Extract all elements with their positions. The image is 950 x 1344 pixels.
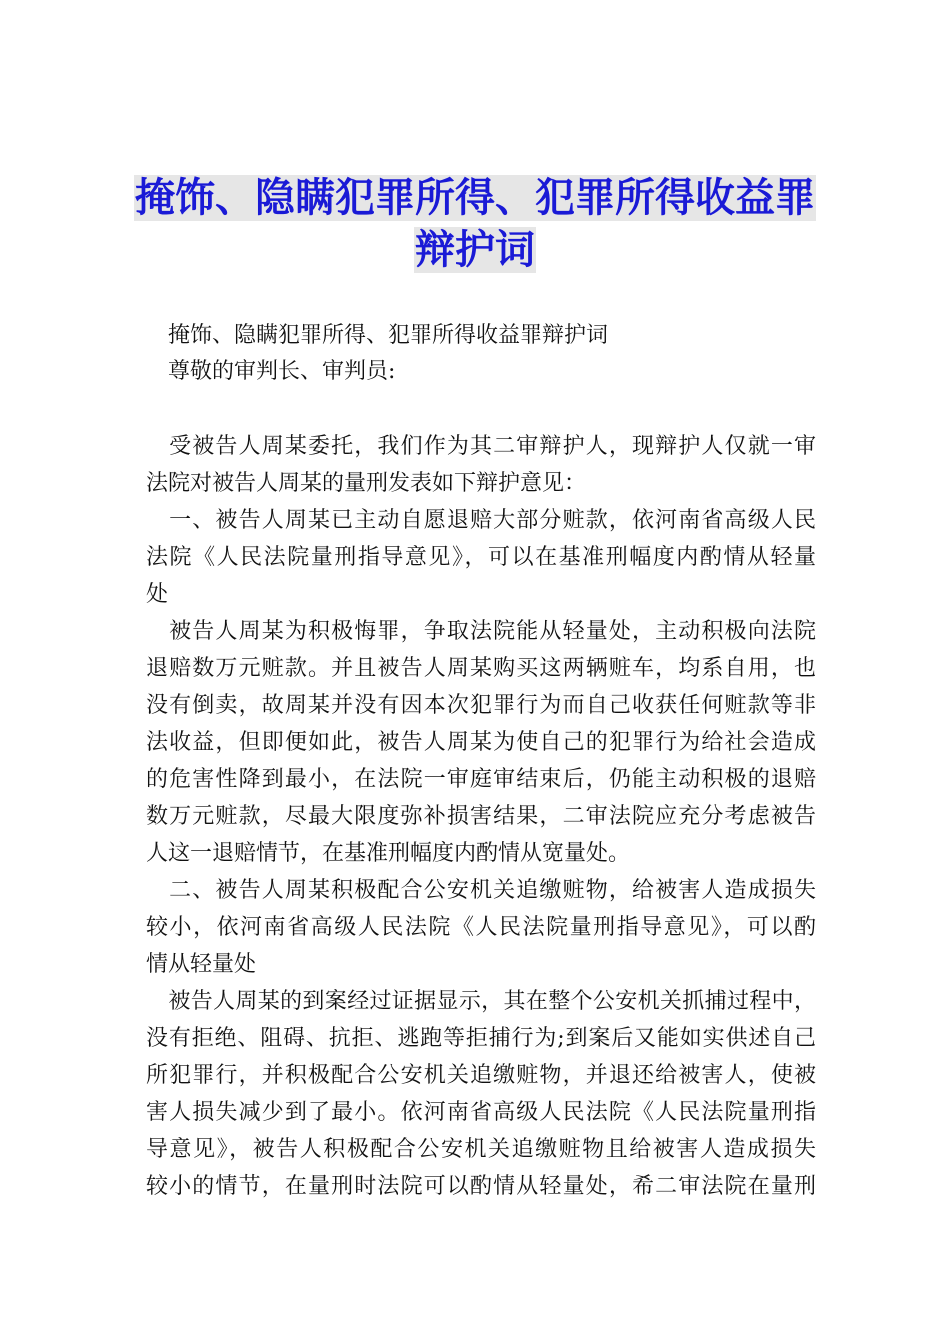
- body-line: 法院对被告人周某的量刑发表如下辩护意见：: [146, 471, 587, 496]
- body-line: 受被告人周某委托，我们作为其二审辩护人，现辩护人仅就一审: [146, 434, 816, 459]
- body-line: 退赔数万元赃款。并且被告人周某购买这两辆赃车，均系自用，也: [146, 656, 816, 681]
- body-line: 掩饰、隐瞒犯罪所得、犯罪所得收益罪辩护词: [146, 323, 609, 348]
- body-line: 较小，依河南省高级人民法院《人民法院量刑指导意见》，可以酌: [146, 915, 816, 940]
- body-line: 法收益，但即便如此，被告人周某为使自己的犯罪行为给社会造成: [146, 730, 816, 755]
- body-line: 没有拒绝、阻碍、抗拒、逃跑等拒捕行为;到案后又能如实供述自己: [146, 1026, 816, 1051]
- body-line: 二、被告人周某积极配合公安机关追缴赃物，给被害人造成损失: [146, 878, 816, 903]
- body-line: 被告人周某的到案经过证据显示，其在整个公安机关抓捕过程中，: [146, 989, 816, 1014]
- body-line: 没有倒卖，故周某并没有因本次犯罪行为而自己收获任何赃款等非: [146, 693, 816, 718]
- body-line: 尊敬的审判长、审判员:: [146, 359, 396, 384]
- document-title-line-2: 辩护词: [415, 227, 535, 273]
- body-line: 一、被告人周某已主动自愿退赔大部分赃款，依河南省高级人民: [146, 508, 816, 533]
- body-line: 被告人周某为积极悔罪，争取法院能从轻量处，主动积极向法院: [146, 619, 816, 644]
- body-line: 人这一退赔情节，在基准刑幅度内酌情从宽量处。: [146, 841, 631, 866]
- body-line: 情从轻量处: [146, 952, 257, 977]
- body-line: 法院《人民法院量刑指导意见》，可以在基准刑幅度内酌情从轻量: [146, 545, 816, 570]
- body-line: 的危害性降到最小，在法院一审庭审结束后，仍能主动积极的退赔: [146, 767, 816, 792]
- body-line: 所犯罪行，并积极配合公安机关追缴赃物，并退还给被害人，使被: [146, 1063, 816, 1088]
- body-line: 处: [146, 582, 169, 607]
- body-line: 导意见》，被告人积极配合公安机关追缴赃物且给被害人造成损失: [146, 1137, 816, 1162]
- body-line: 数万元赃款，尽最大限度弥补损害结果，二审法院应充分考虑被告: [146, 804, 816, 829]
- body-line: 较小的情节，在量刑时法院可以酌情从轻量处，希二审法院在量刑: [146, 1174, 816, 1199]
- document-title-line-1: 掩饰、隐瞒犯罪所得、犯罪所得收益罪: [135, 175, 815, 221]
- body-line: 害人损失减少到了最小。依河南省高级人民法院《人民法院量刑指: [146, 1100, 816, 1125]
